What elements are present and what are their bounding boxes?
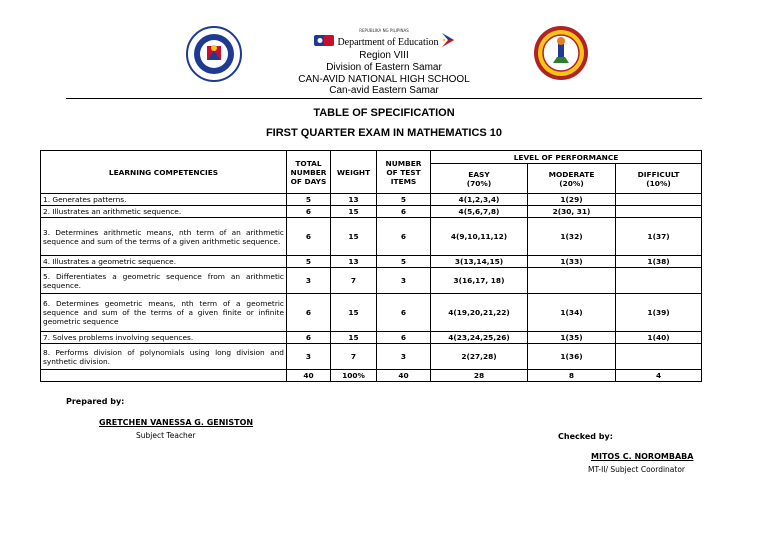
- weight-cell: 15: [331, 206, 377, 218]
- difficult-cell: [616, 194, 702, 206]
- weight-cell: 13: [331, 256, 377, 268]
- days-cell: 6: [287, 332, 331, 344]
- deped-header: [234, 28, 534, 50]
- items-cell: 6: [377, 218, 431, 256]
- table-row: [41, 294, 702, 332]
- competency-cell: 1. Generates patterns.: [41, 194, 287, 206]
- moderate-cell: 1(29): [528, 194, 616, 206]
- table-row: [41, 268, 702, 294]
- table-row: [41, 332, 702, 344]
- moderate-cell: 1(32): [528, 218, 616, 256]
- total-items-cell: 40: [377, 370, 431, 382]
- competency-cell: 4. Illustrates a geometric sequence.: [41, 256, 287, 268]
- header-easy-label: EASY: [468, 169, 490, 179]
- header-moderate-pct: (20%): [559, 178, 584, 188]
- table-row: [41, 194, 702, 206]
- moderate-cell: 1(33): [528, 256, 616, 268]
- prepared-by-label: Prepared by:: [66, 397, 125, 406]
- easy-cell: 4(23,24,25,26): [431, 332, 528, 344]
- weight-cell: 15: [331, 332, 377, 344]
- prepared-by-name: GRETCHEN VANESSA G. GENISTON: [99, 418, 254, 427]
- difficult-cell: 1(37): [616, 218, 702, 256]
- weight-cell: 15: [331, 294, 377, 332]
- moderate-cell: [528, 268, 616, 294]
- header-num-items: NUMBER OF TEST ITEMS: [377, 151, 431, 194]
- total-moderate-cell: 8: [528, 370, 616, 382]
- items-cell: 3: [377, 344, 431, 370]
- table-row: [41, 218, 702, 256]
- header-total-days: TOTAL NUMBER OF DAYS: [287, 151, 331, 194]
- difficult-cell: [616, 268, 702, 294]
- moderate-cell: 1(36): [528, 344, 616, 370]
- header-level: LEVEL OF PERFORMANCE: [431, 151, 702, 164]
- division: Division of Eastern Samar: [326, 62, 442, 73]
- competency-cell: 5. Differentiates a geometric sequence from an arithmetic sequence.: [41, 268, 287, 294]
- items-cell: 5: [377, 256, 431, 268]
- checked-by-label: Checked by:: [558, 432, 613, 441]
- easy-cell: 3(13,14,15): [431, 256, 528, 268]
- difficult-cell: [616, 206, 702, 218]
- competency-cell: 8. Performs division of polynomials using long division and synthetic division.: [41, 344, 287, 370]
- days-cell: 3: [287, 268, 331, 294]
- header-moderate-label: MODERATE: [548, 169, 595, 179]
- items-cell: 6: [377, 332, 431, 344]
- items-cell: 3: [377, 268, 431, 294]
- weight-cell: 15: [331, 218, 377, 256]
- school-name: CAN-AVID NATIONAL HIGH SCHOOL: [298, 74, 470, 85]
- checked-by-name: MITOS C. NOROMBABA: [591, 452, 694, 461]
- competency-cell: 3. Determines arithmetic means, nth term of an arithmetic sequence and sum of the terms of a given arithmetic sequence.: [41, 218, 287, 256]
- deped-name: Department of Education: [337, 37, 439, 48]
- region: Region VIII: [359, 50, 409, 61]
- table-row: [41, 206, 702, 218]
- totals-row: [41, 370, 702, 382]
- days-cell: 3: [287, 344, 331, 370]
- school-location: Can-avid Eastern Samar: [329, 85, 439, 96]
- header-difficult-label: DIFFICULT: [637, 169, 680, 179]
- specification-table: [40, 150, 702, 382]
- difficult-cell: 1(39): [616, 294, 702, 332]
- items-cell: 5: [377, 194, 431, 206]
- page-title: TABLE OF SPECIFICATION: [313, 107, 455, 119]
- weight-cell: 7: [331, 268, 377, 294]
- total-weight-cell: 100%: [331, 370, 377, 382]
- easy-cell: 4(9,10,11,12): [431, 218, 528, 256]
- header-weight: WEIGHT: [331, 151, 377, 194]
- checked-by-role: MT-II/ Subject Coordinator: [588, 465, 685, 474]
- days-cell: 6: [287, 206, 331, 218]
- header-divider: [66, 98, 702, 99]
- difficult-cell: 1(38): [616, 256, 702, 268]
- easy-cell: 4(19,20,21,22): [431, 294, 528, 332]
- moderate-cell: 1(34): [528, 294, 616, 332]
- table-row: [41, 256, 702, 268]
- school-seal-icon: [533, 25, 589, 81]
- difficult-cell: 1(40): [616, 332, 702, 344]
- competency-cell: 6. Determines geometric means, nth term of a geometric sequence and sum of the terms of a given finite or infinite geometric sequence: [41, 294, 287, 332]
- competency-cell: 2. Illustrates an arithmetic sequence.: [41, 206, 287, 218]
- header-competencies: LEARNING COMPETENCIES: [41, 151, 287, 194]
- easy-cell: 4(5,6,7,8): [431, 206, 528, 218]
- easy-cell: 3(16,17, 18): [431, 268, 528, 294]
- header-difficult: [616, 164, 702, 194]
- header-moderate: [528, 164, 616, 194]
- weight-cell: 13: [331, 194, 377, 206]
- total-easy-cell: 28: [431, 370, 528, 382]
- header-easy: [431, 164, 528, 194]
- items-cell: 6: [377, 206, 431, 218]
- weight-cell: 7: [331, 344, 377, 370]
- days-cell: 6: [287, 218, 331, 256]
- page-subtitle: FIRST QUARTER EXAM IN MATHEMATICS 10: [265, 127, 503, 139]
- moderate-cell: 1(35): [528, 332, 616, 344]
- competency-cell: 7. Solves problems involving sequences.: [41, 332, 287, 344]
- deped-logo-icon: [314, 34, 334, 52]
- difficult-cell: [616, 344, 702, 370]
- easy-cell: 2(27,28): [431, 344, 528, 370]
- items-cell: 6: [377, 294, 431, 332]
- header-difficult-pct: (10%): [646, 178, 671, 188]
- total-days-cell: 40: [287, 370, 331, 382]
- days-cell: 5: [287, 194, 331, 206]
- easy-cell: 4(1,2,3,4): [431, 194, 528, 206]
- total-difficult-cell: 4: [616, 370, 702, 382]
- deped-small-text: REPUBLIKA NG PILIPINAS: [359, 28, 409, 33]
- table-row: [41, 344, 702, 370]
- moderate-cell: 2(30, 31): [528, 206, 616, 218]
- totals-label-cell: [41, 370, 287, 382]
- days-cell: 5: [287, 256, 331, 268]
- header-easy-pct: (70%): [466, 178, 492, 188]
- days-cell: 6: [287, 294, 331, 332]
- prepared-by-role: Subject Teacher: [136, 431, 196, 440]
